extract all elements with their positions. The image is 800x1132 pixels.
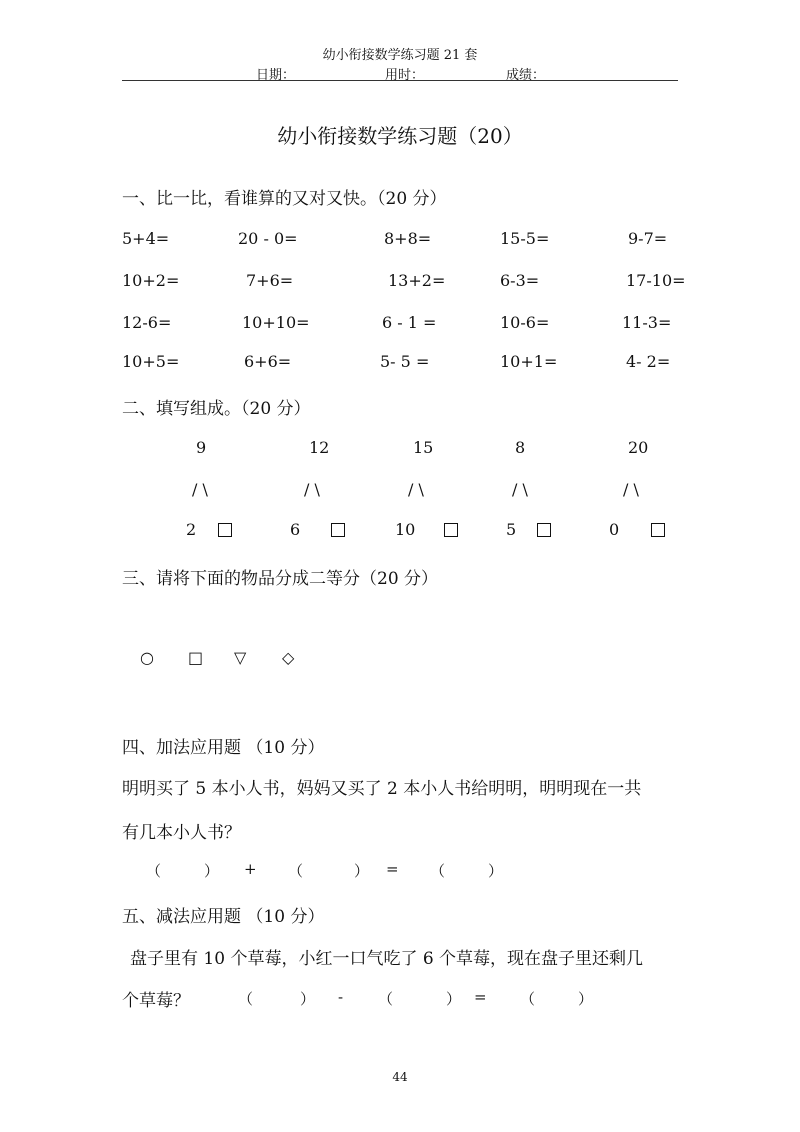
subtraction-problem-line1: 盘子里有 10 个草莓，小红一口气吃了 6 个草莓，现在盘子里还剩几 [130,949,644,969]
answer-box[interactable] [537,523,551,537]
equation: 8+8= [384,229,432,248]
blank-open: （ [520,990,536,1008]
equation: 20 - 0= [238,229,298,248]
decompose-total: 9 [196,438,207,457]
section5-heading: 五、减法应用题 （10 分） [122,907,325,927]
split-lines: / \ [192,480,208,499]
equals-sign: = [386,860,399,878]
square-icon: □ [188,648,204,667]
blank-open: （ [430,862,446,880]
decompose-part: 2 [186,520,197,539]
equation: 10+5= [122,352,180,371]
equation: 5- 5 = [380,352,430,371]
equation: 9-7= [628,229,668,248]
score-label: 成绩： [506,68,546,83]
equation: 6 - 1 = [382,313,437,332]
worksheet-title: 幼小衔接数学练习题（20） [277,124,523,148]
addition-problem-line1: 明明买了 5 本小人书，妈妈又买了 2 本小人书给明明，明明现在一共 [122,779,642,799]
blank-open: （ [146,862,162,880]
equation: 5+4= [122,229,170,248]
decompose-total: 15 [413,438,434,457]
time-label: 用时： [385,68,425,83]
blank-open: （ [288,862,304,880]
plus-sign: + [244,860,257,878]
blank-close: ） [578,990,594,1008]
blank-close: ） [488,862,504,880]
subtraction-problem-line2: 个草莓？ [122,991,190,1011]
section4-heading: 四、加法应用题 （10 分） [122,738,325,758]
minus-sign: - [338,988,344,1006]
blank-open: （ [238,990,254,1008]
equals-sign: = [474,988,487,1006]
section1-heading: 一、比一比，看谁算的又对又快。（20 分） [122,189,447,209]
equation: 17-10= [626,271,686,290]
diamond-icon: ◇ [282,648,295,667]
equation: 11-3= [622,313,672,332]
addition-problem-line2: 有几本小人书？ [122,823,241,843]
blank-open: （ [378,990,394,1008]
blank-close: ） [446,990,462,1008]
decompose-total: 20 [628,438,649,457]
decompose-total: 12 [309,438,330,457]
answer-box[interactable] [331,523,345,537]
equation: 13+2= [388,271,446,290]
answer-box[interactable] [651,523,665,537]
equation: 4- 2= [626,352,671,371]
decompose-part: 6 [290,520,301,539]
split-lines: / \ [512,480,528,499]
equation: 10+2= [122,271,180,290]
split-lines: / \ [408,480,424,499]
split-lines: / \ [623,480,639,499]
equation: 12-6= [122,313,172,332]
decompose-total: 8 [515,438,526,457]
page-number: 44 [392,1070,408,1084]
date-label: 日期： [256,68,296,83]
split-lines: / \ [304,480,320,499]
section3-heading: 三、请将下面的物品分成二等分（20 分） [122,569,439,589]
decompose-part: 5 [506,520,517,539]
answer-box[interactable] [444,523,458,537]
equation: 6-3= [500,271,540,290]
triangle-down-icon: ▽ [234,648,247,667]
section2-heading: 二、填写组成。（20 分） [122,399,311,419]
blank-close: ） [204,862,220,880]
answer-box[interactable] [218,523,232,537]
circle-icon: ○ [140,648,154,667]
equation: 6+6= [244,352,292,371]
running-header-title: 幼小衔接数学练习题 21 套 [322,48,478,63]
equation: 7+6= [246,271,294,290]
decompose-part: 10 [395,520,416,539]
decompose-part: 0 [609,520,620,539]
equation: 10+1= [500,352,558,371]
header-rule [122,80,678,81]
blank-close: ） [300,990,316,1008]
equation: 10-6= [500,313,550,332]
equation: 10+10= [242,313,310,332]
equation: 15-5= [500,229,550,248]
blank-close: ） [354,862,370,880]
